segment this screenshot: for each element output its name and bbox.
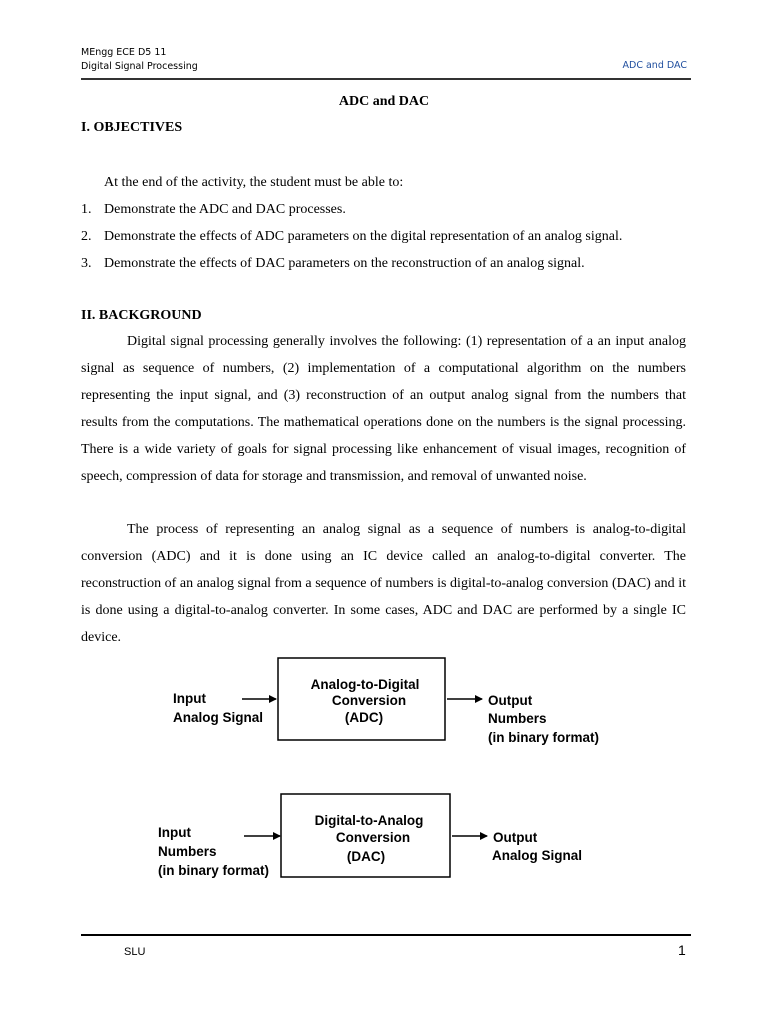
- dac-input-line2: Numbers: [158, 844, 217, 859]
- adc-block-line3: (ADC): [344, 710, 384, 725]
- objectives-heading: I. OBJECTIVES: [81, 120, 183, 135]
- dac-block-line1: Digital-to-Analog: [314, 813, 424, 828]
- background-paragraph-1: Digital signal processing generally involves the following: (1) representation of a an input analog signal as sequence of numbers, (2) implementation of a computational algorithm on the numbers representing the input signal, and (3) reconstruction of an output analog signal from the numbers that results from the computations. The mathematical operations done on the numbers is the signal processing. There is a wide variety of goals for signal processing like enhancement of visual images, recognition of speech, compression of data for storage and transmission, and removal of unwanted noise.: [81, 334, 686, 484]
- objective-number: 3.: [81, 256, 92, 271]
- objective-number: 2.: [81, 229, 92, 244]
- adc-diagram: [173, 658, 599, 745]
- dac-block-line3: (DAC): [346, 849, 386, 864]
- dac-input-line3: (in binary format): [158, 863, 270, 878]
- background-paragraph-2: The process of representing an analog signal as a sequence of numbers is analog-to-digital conversion (ADC) and it is done using an IC device called an analog-to-digital converter. The reconstruction of an analog signal from a sequence of numbers is digital-to-analog conversion (DAC) and it is done using a digital-to-analog converter. In some cases, ADC and DAC are performed by a single IC device.: [81, 522, 686, 645]
- adc-output-line2: Numbers: [488, 711, 547, 726]
- dac-input-line1: Input: [158, 825, 191, 840]
- footer-divider: [81, 934, 691, 936]
- objective-text: Demonstrate the ADC and DAC processes.: [104, 202, 346, 217]
- course-code: MEngg ECE D5 11: [81, 47, 167, 58]
- objective-text: Demonstrate the effects of DAC parameters on the reconstruction of an analog signal.: [104, 256, 585, 271]
- dac-diagram: [158, 794, 582, 878]
- footer-institution: SLU: [124, 946, 146, 958]
- page-number: 1: [678, 942, 686, 958]
- adc-input-line1: Input: [173, 691, 206, 706]
- adc-output-line3: (in binary format): [488, 730, 600, 745]
- objective-text: Demonstrate the effects of ADC parameters on the digital representation of an analog signal.: [104, 229, 623, 244]
- adc-block-line2: Conversion: [331, 693, 407, 708]
- dac-output-line2: Analog Signal: [492, 848, 583, 863]
- objective-number: 1.: [81, 202, 92, 217]
- dac-output-line1: Output: [493, 830, 538, 845]
- course-title: Digital Signal Processing: [81, 61, 198, 72]
- header-topic: ADC and DAC: [622, 60, 687, 71]
- document-title: ADC and DAC: [338, 94, 430, 109]
- background-heading: II. BACKGROUND: [81, 308, 202, 323]
- objectives-intro: At the end of the activity, the student must be able to:: [104, 175, 404, 190]
- dac-block-line2: Conversion: [335, 830, 411, 845]
- adc-output-line1: Output: [488, 693, 533, 708]
- adc-block-line1: Analog-to-Digital: [310, 677, 420, 692]
- adc-input-line2: Analog Signal: [173, 710, 264, 725]
